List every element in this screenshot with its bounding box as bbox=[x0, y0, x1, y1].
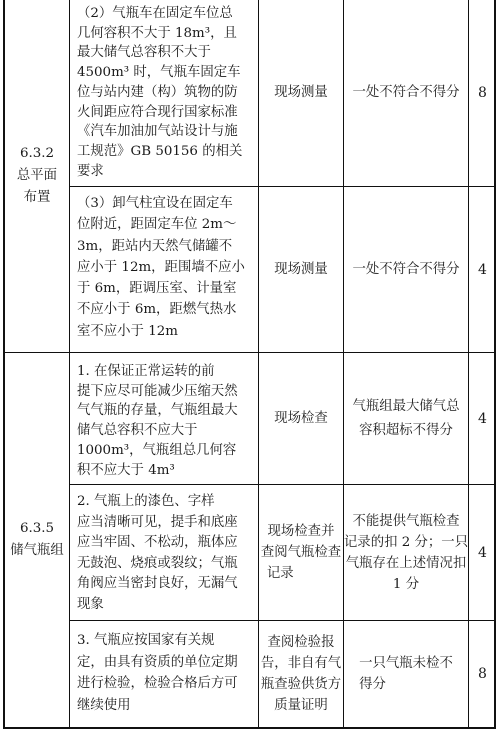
text-line: 室不应小于 12m bbox=[77, 323, 178, 339]
text-line: 提下应尽可能减少压缩天然 bbox=[77, 383, 238, 399]
score-value: 8 bbox=[478, 85, 487, 101]
clause-number: 6.3.2 bbox=[19, 146, 55, 161]
item-text bbox=[77, 492, 251, 616]
criteria-text: 1 分 bbox=[392, 576, 420, 592]
text-line: （3）卸气柱宜设在固定车 bbox=[77, 196, 233, 211]
clause-title: 总平面 bbox=[16, 168, 58, 183]
method-text: 查阅检验报 bbox=[267, 635, 335, 650]
text-line: 于 6m，距调压室、计量室 bbox=[77, 281, 237, 297]
text-line: 3m，距站内天然气储罐不 bbox=[77, 238, 233, 254]
standard-table bbox=[3, 0, 496, 729]
clause-cell bbox=[5, 0, 69, 352]
criteria-text: 容积超标不得分 bbox=[359, 422, 453, 438]
clause-title: 储气瓶组 bbox=[10, 543, 64, 558]
method-text: 现场测量 bbox=[274, 261, 328, 277]
text-line: 《汽车加油加气站设计与施 bbox=[77, 124, 238, 140]
method-cell bbox=[259, 0, 343, 186]
clause-cell bbox=[5, 353, 69, 727]
text-line: 储气总容积不应大于 bbox=[77, 423, 198, 439]
method-text: 质量证明 bbox=[274, 698, 328, 713]
score-cell bbox=[469, 187, 496, 352]
criteria-text: 记录的扣 2 分；一只 bbox=[343, 534, 469, 550]
text-line: 进行检验，检验合格后方可 bbox=[77, 676, 238, 691]
method-text: 现场检查并 bbox=[267, 524, 335, 539]
method-cell bbox=[259, 485, 343, 620]
col-divider bbox=[69, 0, 70, 727]
criteria-text: 气瓶组最大储气总 bbox=[352, 398, 460, 414]
score-cell bbox=[469, 353, 496, 484]
text-line: 几何容积不大于 18m³，且 bbox=[77, 25, 237, 41]
score-cell bbox=[469, 485, 496, 620]
item-text bbox=[77, 4, 251, 184]
text-line: 2. 气瓶上的漆色、字样 bbox=[77, 494, 215, 509]
method-text: 现场测量 bbox=[274, 85, 328, 100]
text-line: 应当清晰可见，提手和底座 bbox=[77, 514, 238, 530]
text-line: 火间距应符合现行国家标准 bbox=[77, 104, 238, 120]
criteria-text: 一只气瓶未检不 bbox=[359, 656, 453, 671]
item-text bbox=[77, 630, 251, 725]
text-line: 无鼓泡、烧痕或裂纹；气瓶 bbox=[77, 555, 238, 571]
text-line: 气气瓶的存量，气瓶组最大 bbox=[77, 403, 238, 419]
score-value: 4 bbox=[478, 410, 487, 427]
criteria-cell bbox=[344, 187, 468, 352]
criteria-text: 一处不符合不得分 bbox=[352, 261, 460, 277]
text-line: 工规范》GB 50156 的相关 bbox=[77, 143, 243, 159]
text-line: 3. 气瓶应按国家有关规 bbox=[77, 633, 215, 648]
text-line: 现象 bbox=[77, 596, 104, 612]
text-line: 要求 bbox=[77, 163, 104, 179]
criteria-cell bbox=[344, 353, 468, 484]
score-value: 4 bbox=[478, 261, 487, 278]
text-line: 不应小于 6m，距燃气热水 bbox=[77, 302, 237, 318]
score-cell bbox=[469, 0, 496, 186]
item-text bbox=[77, 362, 251, 482]
criteria-cell bbox=[344, 485, 468, 620]
criteria-text: 气瓶存在上述情况扣 bbox=[345, 555, 467, 571]
score-cell bbox=[469, 621, 496, 727]
score-value: 8 bbox=[478, 666, 487, 682]
text-line: 应小于 12m，距围墙不应小 bbox=[77, 259, 245, 275]
criteria-text: 一处不符合不得分 bbox=[352, 85, 460, 100]
text-line: 角阀应当密封良好，无漏气 bbox=[77, 576, 238, 592]
text-line: （2）气瓶车在固定车位总 bbox=[77, 6, 233, 21]
method-text: 记录 bbox=[266, 566, 294, 581]
criteria-cell bbox=[344, 0, 468, 186]
criteria-cell bbox=[344, 621, 468, 727]
text-line: 位与站内建（构）筑物的防 bbox=[77, 84, 238, 100]
text-line: 继续使用 bbox=[77, 697, 131, 713]
text-line: 4500m³ 时，气瓶车固定车 bbox=[77, 65, 241, 81]
criteria-text: 不能提供气瓶检查 bbox=[352, 513, 460, 529]
text-line: 积不应大于 4m³ bbox=[77, 462, 175, 478]
criteria-text: 得分 bbox=[359, 677, 386, 692]
method-cell bbox=[259, 187, 343, 352]
text-line: 1000m³，气瓶组总几何容 bbox=[77, 442, 237, 458]
text-line: 最大储气总容积不大于 bbox=[77, 45, 211, 61]
method-cell bbox=[259, 353, 343, 484]
method-text: 瓶查验供货方 bbox=[260, 677, 342, 692]
score-value: 4 bbox=[478, 544, 487, 561]
method-text: 现场检查 bbox=[274, 410, 328, 426]
text-line: 定，由具有资质的单位定期 bbox=[77, 654, 238, 670]
method-cell bbox=[259, 621, 343, 727]
text-line: 1. 在保证正常运转的前 bbox=[77, 364, 215, 379]
method-text: 告，非自有气 bbox=[260, 656, 342, 671]
text-line: 应当牢固、不松动，瓶体应 bbox=[77, 535, 238, 551]
clause-title: 布置 bbox=[23, 190, 51, 205]
text-line: 位附近，距固定车位 2m～ bbox=[77, 217, 237, 233]
clause-number: 6.3.5 bbox=[19, 521, 55, 536]
method-text: 查阅气瓶检查 bbox=[260, 545, 342, 560]
item-text bbox=[77, 193, 251, 349]
